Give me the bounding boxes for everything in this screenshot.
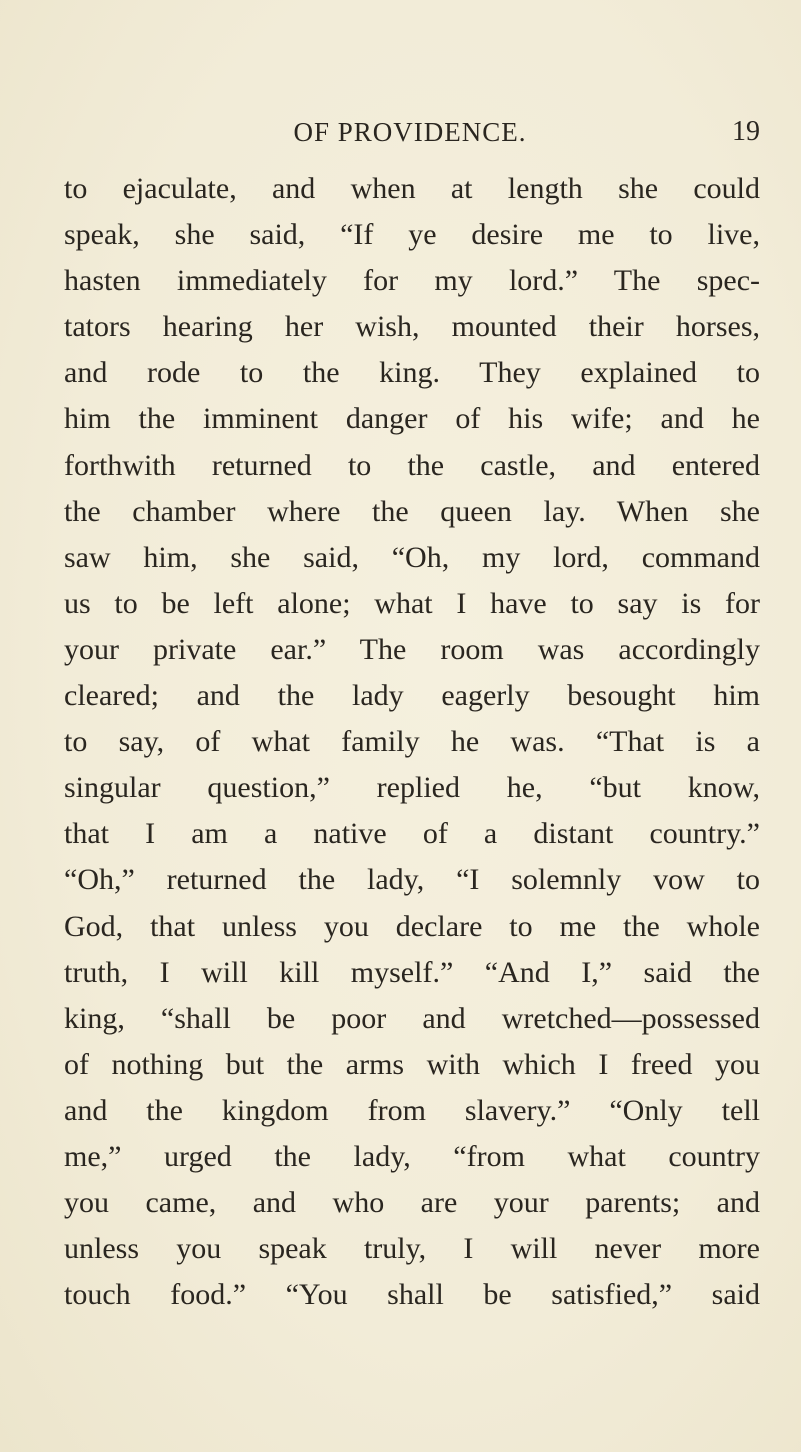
text-line: your private ear.” The room was accordingly (64, 632, 760, 666)
text-line: hasten immediately for my lord.” The spec- (64, 264, 760, 298)
text-line: him the imminent danger of his wife; and he (64, 402, 760, 436)
text-line: tators hearing her wish, mounted their horses, (64, 310, 760, 344)
text-line: unless you speak truly, I will never more (64, 1232, 760, 1266)
text-line: me,” urged the lady, “from what country (64, 1139, 760, 1173)
text-line: forthwith returned to the castle, and entered (64, 448, 760, 482)
text-line: to ejaculate, and when at length she could (64, 172, 760, 205)
text-line: cleared; and the lady eagerly besought him (64, 679, 760, 713)
text-line: and the kingdom from slavery.” “Only tell (64, 1093, 760, 1127)
text-line: truth, I will kill myself.” “And I,” said the (64, 955, 760, 989)
text-line: the chamber where the queen lay. When she (64, 494, 760, 528)
text-line: and rode to the king. They explained to (64, 356, 760, 390)
running-head (60, 112, 760, 152)
text-line: “Oh,” returned the lady, “I solemnly vow to (64, 863, 760, 897)
text-line: speak, she said, “If ye desire me to live, (64, 218, 760, 252)
text-line: of nothing but the arms with which I freed you (64, 1047, 760, 1081)
text-line: saw him, she said, “Oh, my lord, command (64, 540, 760, 574)
text-line: to say, of what family he was. “That is a (64, 725, 760, 759)
text-line: us to be left alone; what I have to say is for (64, 586, 760, 620)
body-text (64, 166, 760, 1318)
text-line: king, “shall be poor and wretched—possessed (64, 1001, 760, 1035)
text-line: singular question,” replied he, “but know, (64, 771, 760, 805)
text-line: God, that unless you declare to me the whole (64, 909, 760, 943)
running-title: OF PROVIDENCE. (293, 117, 527, 147)
text-line: that I am a native of a distant country.” (64, 817, 760, 851)
page-number: 19 (732, 116, 760, 147)
text-line: touch food.” “You shall be satisfied,” said (64, 1278, 760, 1312)
text-line: you came, and who are your parents; and (64, 1186, 760, 1220)
